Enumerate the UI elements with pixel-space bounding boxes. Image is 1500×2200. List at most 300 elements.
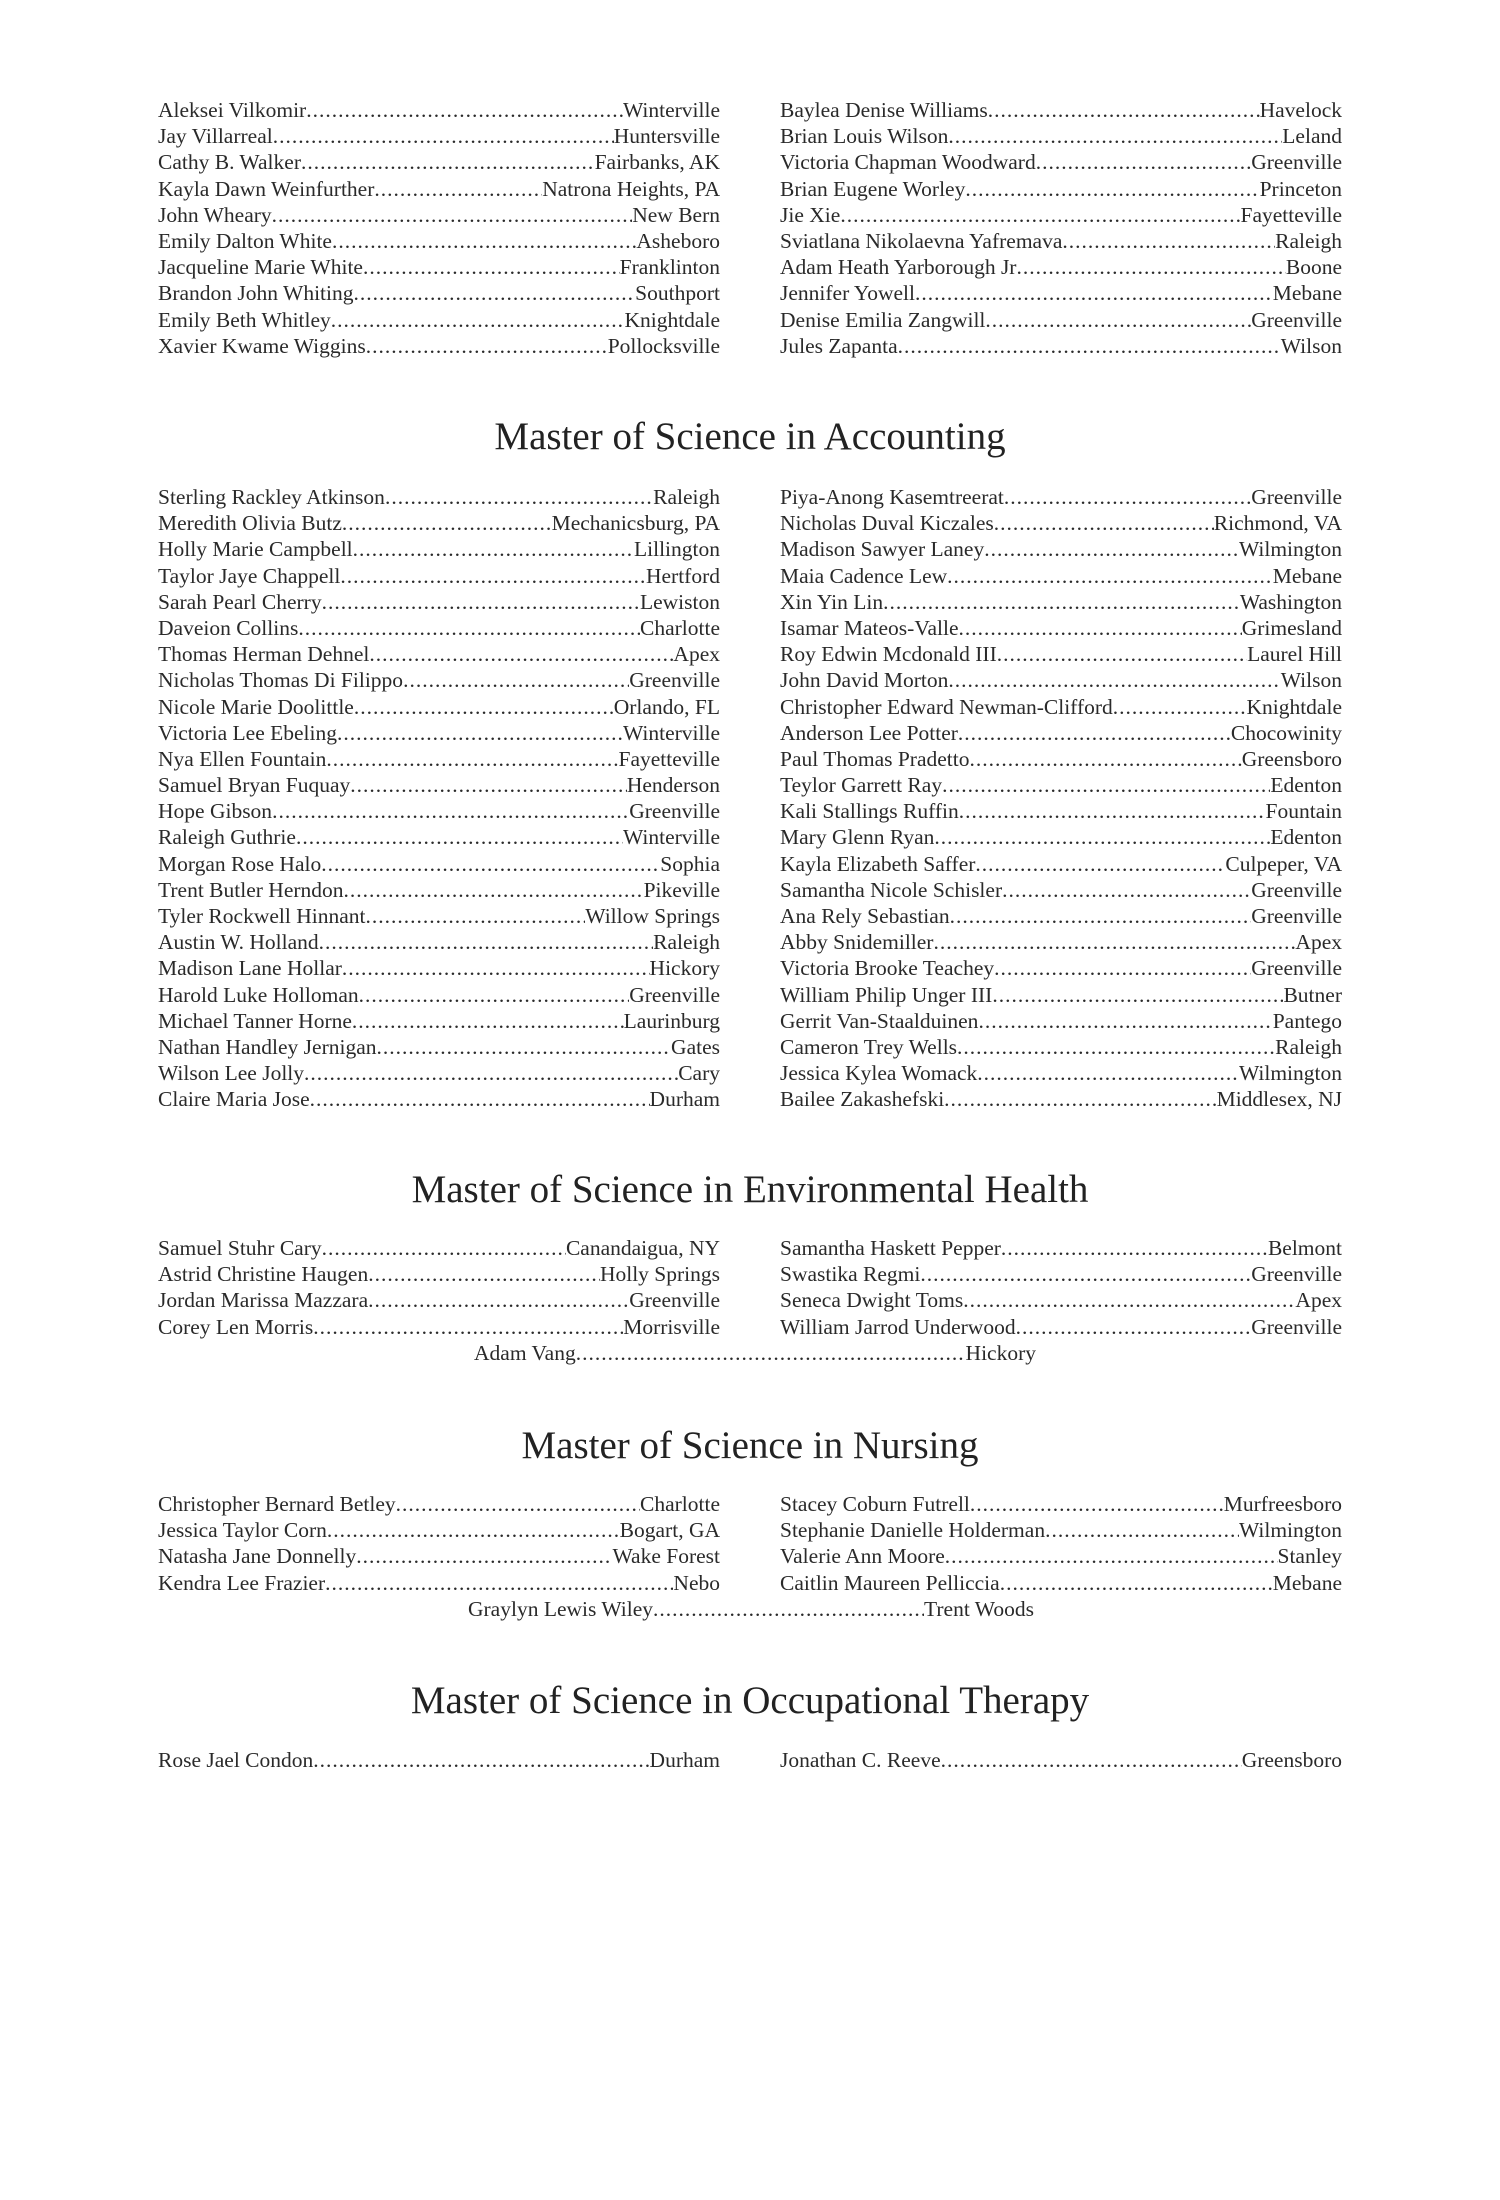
dot-leader <box>313 1314 623 1340</box>
graduate-name: Michael Tanner Horne <box>158 1008 352 1033</box>
dot-leader <box>326 746 618 772</box>
graduate-entry <box>780 280 1342 306</box>
graduate-entry <box>780 746 1342 772</box>
dot-leader <box>342 955 650 981</box>
hometown: Raleigh <box>1275 1034 1342 1059</box>
graduate-name: Nya Ellen Fountain <box>158 746 327 771</box>
graduate-name: Teylor Garrett Ray <box>780 773 943 798</box>
hometown: Winterville <box>622 98 720 122</box>
hometown: Durham <box>649 1748 720 1772</box>
graduate-name: Emily Beth Whitley <box>158 307 331 332</box>
hometown: Willow Springs <box>585 904 720 928</box>
hometown: Edenton <box>1270 773 1342 798</box>
dot-leader <box>350 772 627 798</box>
graduate-entry <box>468 1596 1034 1622</box>
graduate-name: Piya-Anong Kasemtreerat <box>780 485 1004 509</box>
graduate-name: Graylyn Lewis Wiley <box>468 1597 654 1621</box>
graduate-entry <box>158 536 720 562</box>
dot-leader <box>369 641 673 667</box>
graduate-entry <box>158 1543 720 1569</box>
nursing-center-entry <box>468 1596 1034 1622</box>
graduate-entry <box>780 824 1342 850</box>
graduate-entry <box>780 903 1342 929</box>
hometown: Greensboro <box>1241 746 1342 771</box>
hometown: Greenville <box>629 799 720 824</box>
graduate-name: Bailee Zakashefski <box>780 1087 945 1112</box>
graduate-name: Cathy B. Walker <box>158 150 301 175</box>
graduate-name: Denise Emilia Zangwill <box>780 307 986 332</box>
graduate-name: Kayla Elizabeth Saffer <box>780 851 976 876</box>
graduate-entry <box>780 1543 1342 1569</box>
dot-leader <box>933 929 1295 955</box>
hometown: Lewiston <box>639 589 720 614</box>
dot-leader <box>959 798 1266 824</box>
graduate-name: Valerie Ann Moore <box>780 1544 945 1569</box>
graduate-entry <box>158 772 720 798</box>
dot-leader <box>304 1060 678 1086</box>
dot-leader <box>325 1570 673 1596</box>
dot-leader <box>959 615 1242 641</box>
dot-leader <box>377 1034 672 1060</box>
graduate-name: Madison Sawyer Laney <box>780 537 985 562</box>
graduate-entry <box>158 149 720 175</box>
graduate-name: Natasha Jane Donnelly <box>158 1544 357 1569</box>
graduate-name: Samantha Haskett Pepper <box>780 1236 1001 1260</box>
dot-leader <box>327 1517 620 1543</box>
hometown: Natrona Heights, PA <box>542 176 720 201</box>
graduate-entry <box>158 228 720 254</box>
graduate-entry <box>780 1008 1342 1034</box>
hometown: Greenville <box>1251 956 1342 981</box>
hometown: Orlando, FL <box>613 694 720 719</box>
dot-leader <box>298 615 640 641</box>
graduate-name: Anderson Lee Potter <box>780 720 958 745</box>
dot-leader <box>319 929 653 955</box>
dot-leader <box>948 123 1282 149</box>
graduate-entry <box>158 254 720 280</box>
dot-leader <box>396 1491 640 1517</box>
hometown: Hertford <box>645 563 720 588</box>
graduate-name: Meredith Olivia Butz <box>158 511 342 536</box>
graduate-entry <box>780 1034 1342 1060</box>
graduate-name: Samantha Nicole Schisler <box>780 877 1003 902</box>
graduate-name: Samuel Bryan Fuquay <box>158 773 351 798</box>
graduate-name: John Wheary <box>158 202 272 227</box>
environmental-list-left <box>158 1235 720 1340</box>
graduate-entry <box>780 877 1342 903</box>
dot-leader <box>374 176 542 202</box>
dot-leader <box>576 1340 966 1366</box>
hometown: Raleigh <box>653 930 720 955</box>
hometown: Greenville <box>1251 1262 1342 1287</box>
graduate-name: Xin Yin Lin <box>780 589 884 614</box>
dot-leader <box>363 254 620 280</box>
graduate-name: Abby Snidemiller <box>780 930 934 955</box>
occupational-list-right <box>780 1747 1342 1773</box>
graduate-entry <box>158 851 720 877</box>
graduate-entry <box>158 202 720 228</box>
hometown: Lillington <box>634 537 720 562</box>
dot-leader <box>368 1287 629 1313</box>
top-list-right <box>780 97 1342 359</box>
graduate-entry <box>158 615 720 641</box>
dot-leader <box>941 1747 1242 1773</box>
dot-leader <box>965 176 1259 202</box>
graduate-name: Tyler Rockwell Hinnant <box>158 904 366 928</box>
hometown: Wilson <box>1280 668 1342 693</box>
graduate-name: Jacqueline Marie White <box>158 255 363 280</box>
dot-leader <box>353 280 635 306</box>
hometown: Mechanicsburg, PA <box>551 511 720 536</box>
graduate-entry <box>780 176 1342 202</box>
dot-leader <box>898 333 1281 359</box>
hometown: Pantego <box>1272 1008 1342 1033</box>
hometown: Pollocksville <box>607 333 720 358</box>
graduate-entry <box>158 1747 720 1773</box>
graduate-entry <box>158 1314 720 1340</box>
hometown: Mebane <box>1272 563 1342 588</box>
graduate-name: Corey Len Morris <box>158 1314 314 1339</box>
graduate-entry <box>780 720 1342 746</box>
hometown: Cary <box>678 1061 720 1086</box>
graduate-entry <box>780 254 1342 280</box>
dot-leader <box>958 720 1231 746</box>
hometown: Asheboro <box>636 228 720 253</box>
hometown: Raleigh <box>653 485 720 509</box>
hometown: Bogart, GA <box>619 1518 720 1543</box>
dot-leader <box>301 149 595 175</box>
graduate-name: Adam Heath Yarborough Jr <box>780 255 1017 280</box>
graduate-entry <box>780 563 1342 589</box>
dot-leader <box>368 1261 600 1287</box>
graduate-name: Cameron Trey Wells <box>780 1034 958 1059</box>
graduate-name: Jonathan C. Reeve <box>780 1748 941 1772</box>
hometown: Chocowinity <box>1230 720 1342 745</box>
dot-leader <box>366 333 608 359</box>
graduate-name: Jie Xie <box>780 202 841 227</box>
dot-leader <box>1113 694 1247 720</box>
accounting-list-right <box>780 484 1342 1113</box>
dot-leader <box>1062 228 1275 254</box>
hometown: Greenville <box>629 1288 720 1313</box>
hometown: Princeton <box>1259 176 1342 201</box>
graduate-name: Nicholas Duval Kiczales <box>780 511 994 536</box>
graduate-entry <box>158 484 720 510</box>
graduate-name: Kendra Lee Frazier <box>158 1570 326 1595</box>
dot-leader <box>356 1543 612 1569</box>
hometown: Nebo <box>673 1570 720 1595</box>
graduate-name: Taylor Jaye Chappell <box>158 563 341 588</box>
graduate-entry <box>158 1235 720 1261</box>
dot-leader <box>1016 254 1285 280</box>
graduate-entry <box>158 280 720 306</box>
dot-leader <box>945 1543 1278 1569</box>
hometown: Fountain <box>1265 799 1342 824</box>
graduate-name: Caitlin Maureen Pelliccia <box>780 1570 1000 1595</box>
graduate-entry <box>780 1747 1342 1773</box>
hometown: New Bern <box>632 202 720 227</box>
graduate-name: Victoria Chapman Woodward <box>780 150 1036 175</box>
hometown: Havelock <box>1259 98 1342 122</box>
hometown: Pikeville <box>643 877 720 902</box>
nursing-list-right <box>780 1491 1342 1596</box>
graduate-entry <box>780 929 1342 955</box>
hometown: Wilmington <box>1238 537 1342 562</box>
graduate-name: Jessica Taylor Corn <box>158 1518 327 1543</box>
heading-environmental-health: Master of Science in Environmental Health <box>411 1168 1089 1211</box>
graduate-entry <box>780 615 1342 641</box>
graduate-name: Xavier Kwame Wiggins <box>158 333 366 358</box>
graduate-entry <box>780 1570 1342 1596</box>
graduate-name: Holly Marie Campbell <box>158 537 353 562</box>
graduate-entry <box>158 563 720 589</box>
hometown: Mebane <box>1272 1570 1342 1595</box>
environmental-list-right <box>780 1235 1342 1340</box>
hometown: Apex <box>1295 1288 1342 1313</box>
environmental-center-entry <box>474 1340 1036 1366</box>
graduate-entry <box>158 929 720 955</box>
hometown: Wake Forest <box>612 1544 720 1569</box>
hometown: Southport <box>635 281 720 306</box>
hometown: Apex <box>1295 930 1342 955</box>
dot-leader <box>272 798 629 824</box>
graduate-entry <box>780 1261 1342 1287</box>
hometown: Apex <box>673 642 720 667</box>
graduate-name: Morgan Rose Halo <box>158 851 322 876</box>
hometown: Greenville <box>1251 307 1342 332</box>
occupational-list-left <box>158 1747 720 1773</box>
hometown: Edenton <box>1270 825 1342 850</box>
dot-leader <box>354 694 614 720</box>
graduate-entry <box>780 1287 1342 1313</box>
graduate-entry <box>780 641 1342 667</box>
dot-leader <box>321 851 660 877</box>
hometown: Durham <box>649 1087 720 1112</box>
graduate-name: Jay Villarreal <box>158 124 273 149</box>
graduate-name: Wilson Lee Jolly <box>158 1061 305 1086</box>
dot-leader <box>344 877 644 903</box>
dot-leader <box>963 1287 1295 1313</box>
graduate-name: John David Morton <box>780 668 949 693</box>
dot-leader <box>322 589 640 615</box>
hometown: Greenville <box>1251 877 1342 902</box>
hometown: Greensboro <box>1241 1748 1342 1772</box>
accounting-list-left <box>158 484 720 1113</box>
graduate-name: Sarah Pearl Cherry <box>158 589 322 614</box>
dot-leader <box>403 667 629 693</box>
hometown: Fairbanks, AK <box>594 150 720 175</box>
graduate-name: Victoria Lee Ebeling <box>158 720 337 745</box>
hometown: Stanley <box>1277 1544 1342 1569</box>
graduate-name: Kali Stallings Ruffin <box>780 799 959 824</box>
graduate-entry <box>158 877 720 903</box>
hometown: Wilmington <box>1238 1518 1342 1543</box>
graduate-entry <box>158 720 720 746</box>
graduate-name: Swastika Regmi <box>780 1262 921 1287</box>
graduate-name: Adam Vang <box>474 1341 576 1365</box>
dot-leader <box>1036 149 1252 175</box>
dot-leader <box>273 123 614 149</box>
dot-leader <box>1045 1517 1239 1543</box>
hometown: Washington <box>1239 589 1342 614</box>
hometown: Winterville <box>622 825 720 850</box>
graduate-entry <box>780 1086 1342 1112</box>
graduate-entry <box>474 1340 1036 1366</box>
hometown: Franklinton <box>619 255 720 280</box>
graduate-entry <box>158 982 720 1008</box>
heading-accounting: Master of Science in Accounting <box>494 415 1006 458</box>
dot-leader <box>365 903 585 929</box>
graduate-name: Jessica Kylea Womack <box>780 1061 978 1086</box>
dot-leader <box>1000 1570 1273 1596</box>
graduate-name: Aleksei Vilkomir <box>158 98 307 122</box>
graduate-name: Jennifer Yowell <box>780 281 915 306</box>
graduate-name: Kayla Dawn Weinfurther <box>158 176 375 201</box>
graduate-entry <box>158 1261 720 1287</box>
dot-leader <box>313 1747 649 1773</box>
graduate-entry <box>780 510 1342 536</box>
hometown: Morrisville <box>623 1314 720 1339</box>
graduate-name: Samuel Stuhr Cary <box>158 1236 322 1260</box>
graduate-entry <box>158 798 720 824</box>
graduate-entry <box>780 667 1342 693</box>
graduate-entry <box>158 176 720 202</box>
hometown: Hickory <box>965 1341 1036 1365</box>
graduate-name: Nicholas Thomas Di Filippo <box>158 668 404 693</box>
graduate-name: Daveion Collins <box>158 615 299 640</box>
dot-leader <box>985 307 1251 333</box>
graduate-entry <box>158 510 720 536</box>
graduate-name: Seneca Dwight Toms <box>780 1288 964 1313</box>
dot-leader <box>385 484 653 510</box>
dot-leader <box>840 202 1240 228</box>
dot-leader <box>352 1008 624 1034</box>
graduate-entry <box>780 333 1342 359</box>
heading-nursing: Master of Science in Nursing <box>521 1424 979 1467</box>
hometown: Boone <box>1285 255 1342 280</box>
dot-leader <box>306 97 623 123</box>
graduate-entry <box>158 1008 720 1034</box>
graduate-entry <box>158 903 720 929</box>
graduate-name: Christopher Bernard Betley <box>158 1492 396 1516</box>
hometown: Charlotte <box>639 615 720 640</box>
graduate-name: Sterling Rackley Atkinson <box>158 485 385 509</box>
graduate-entry <box>158 307 720 333</box>
graduate-entry <box>158 1287 720 1313</box>
hometown: Canandaigua, NY <box>565 1236 720 1260</box>
dot-leader <box>340 563 646 589</box>
graduate-entry <box>158 1517 720 1543</box>
graduate-name: Victoria Brooke Teachey <box>780 956 995 981</box>
graduate-name: Raleigh Guthrie <box>158 825 296 850</box>
graduate-name: Rose Jael Condon <box>158 1748 314 1772</box>
graduate-name: Austin W. Holland <box>158 930 319 955</box>
hometown: Belmont <box>1267 1236 1342 1260</box>
graduate-name: Brian Eugene Worley <box>780 176 966 201</box>
hometown: Fayetteville <box>1240 202 1342 227</box>
graduate-name: Jordan Marissa Mazzara <box>158 1288 369 1313</box>
graduate-name: Maia Cadence Lew <box>780 563 948 588</box>
top-list-left <box>158 97 720 359</box>
graduate-entry <box>158 667 720 693</box>
graduate-name: Ana Rely Sebastian <box>780 904 950 928</box>
dot-leader <box>934 824 1270 850</box>
hometown: Mebane <box>1272 281 1342 306</box>
graduate-name: Nathan Handley Jernigan <box>158 1034 377 1059</box>
graduate-entry <box>780 851 1342 877</box>
hometown: Greenville <box>1251 485 1342 509</box>
graduate-entry <box>780 202 1342 228</box>
hometown: Henderson <box>626 773 720 798</box>
dot-leader <box>957 1034 1275 1060</box>
graduate-name: Thomas Herman Dehnel <box>158 642 370 667</box>
graduate-name: Gerrit Van-Staalduinen <box>780 1008 979 1033</box>
dot-leader <box>977 1060 1239 1086</box>
dot-leader <box>975 851 1225 877</box>
graduate-entry <box>780 307 1342 333</box>
dot-leader <box>1016 1314 1252 1340</box>
graduate-name: Trent Butler Herndon <box>158 877 344 902</box>
dot-leader <box>272 202 633 228</box>
graduate-entry <box>780 228 1342 254</box>
hometown: Wilson <box>1280 333 1342 358</box>
hometown: Greenville <box>629 668 720 693</box>
dot-leader <box>337 720 623 746</box>
graduate-name: Roy Edwin Mcdonald III <box>780 642 997 667</box>
graduate-name: Jules Zapanta <box>780 333 898 358</box>
hometown: Huntersville <box>613 124 720 149</box>
dot-leader <box>331 307 625 333</box>
graduate-name: Emily Dalton White <box>158 228 332 253</box>
dot-leader <box>997 641 1247 667</box>
hometown: Greenville <box>629 982 720 1007</box>
hometown: Murfreesboro <box>1223 1492 1342 1516</box>
graduate-name: Stacey Coburn Futrell <box>780 1492 970 1516</box>
dot-leader <box>992 982 1283 1008</box>
dot-leader <box>296 824 623 850</box>
graduate-entry <box>780 149 1342 175</box>
hometown: Middlesex, NJ <box>1216 1087 1342 1112</box>
hometown: Laurel Hill <box>1247 642 1342 667</box>
graduate-name: Claire Maria Jose <box>158 1087 310 1112</box>
graduate-entry <box>780 123 1342 149</box>
hometown: Laurinburg <box>623 1008 720 1033</box>
graduate-entry <box>158 694 720 720</box>
dot-leader <box>984 536 1239 562</box>
graduate-entry <box>780 982 1342 1008</box>
hometown: Leland <box>1282 124 1342 149</box>
dot-leader <box>332 228 636 254</box>
graduate-entry <box>158 97 720 123</box>
dot-leader <box>947 563 1273 589</box>
dot-leader <box>322 1235 566 1261</box>
dot-leader <box>920 1261 1251 1287</box>
hometown: Hickory <box>649 956 720 981</box>
dot-leader <box>883 589 1240 615</box>
heading-occupational-therapy: Master of Science in Occupational Therapy <box>410 1679 1090 1722</box>
graduate-entry <box>158 123 720 149</box>
graduate-entry <box>158 333 720 359</box>
graduate-name: Paul Thomas Pradetto <box>780 746 970 771</box>
graduate-name: Brian Louis Wilson <box>780 124 949 149</box>
graduate-entry <box>158 1570 720 1596</box>
graduate-name: William Jarrod Underwood <box>780 1314 1016 1339</box>
graduate-name: Baylea Denise Williams <box>780 98 988 122</box>
graduate-entry <box>780 798 1342 824</box>
hometown: Culpeper, VA <box>1225 851 1342 876</box>
hometown: Winterville <box>622 720 720 745</box>
hometown: Fayetteville <box>618 746 720 771</box>
